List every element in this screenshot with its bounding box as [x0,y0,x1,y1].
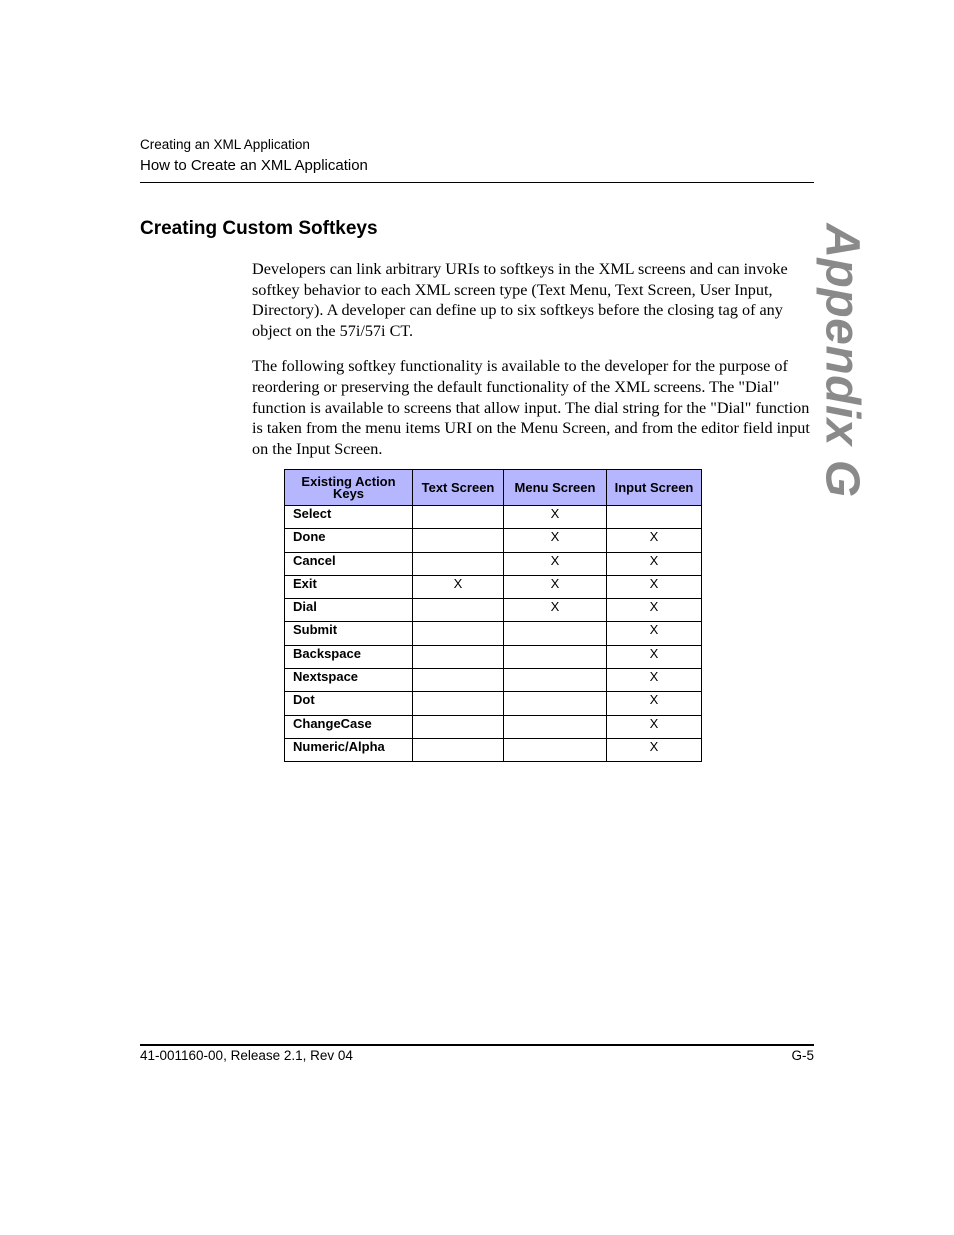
menu-screen-cell: X [504,575,607,598]
key-name-cell: Submit [285,622,413,645]
header-rule [140,182,814,183]
input-screen-cell: X [607,575,702,598]
key-name-cell: Cancel [285,552,413,575]
input-screen-cell: X [607,669,702,692]
menu-screen-cell [504,738,607,761]
text-screen-cell [413,715,504,738]
table-row [285,506,702,529]
table-row [285,529,702,552]
text-screen-cell: X [413,575,504,598]
menu-screen-cell [504,669,607,692]
softkey-table [284,469,702,762]
key-name-cell: Done [285,529,413,552]
footer-doc-id: 41-001160-00, Release 2.1, Rev 04 [140,1048,353,1063]
column-header-menu-screen: Menu Screen [504,470,607,506]
text-screen-cell [413,552,504,575]
input-screen-cell: X [607,529,702,552]
appendix-side-tab [812,222,872,498]
key-name-cell: ChangeCase [285,715,413,738]
footer-page-number: G-5 [791,1048,814,1063]
menu-screen-cell [504,622,607,645]
text-screen-cell [413,669,504,692]
footer-rule [140,1044,814,1046]
appendix-label: Appendix G [815,222,869,498]
menu-screen-cell: X [504,506,607,529]
menu-screen-cell [504,715,607,738]
table-row [285,552,702,575]
table-row [285,669,702,692]
text-screen-cell [413,529,504,552]
table-row [285,738,702,761]
table-row [285,622,702,645]
menu-screen-cell: X [504,529,607,552]
key-name-cell: Backspace [285,645,413,668]
input-screen-cell: X [607,692,702,715]
text-screen-cell [413,622,504,645]
running-header-section: How to Create an XML Application [140,157,368,174]
text-screen-cell [413,692,504,715]
table-row [285,599,702,622]
key-name-cell: Dot [285,692,413,715]
text-screen-cell [413,645,504,668]
key-name-cell: Dial [285,599,413,622]
menu-screen-cell [504,645,607,668]
key-name-cell: Select [285,506,413,529]
key-name-cell: Numeric/Alpha [285,738,413,761]
running-header-chapter: Creating an XML Application [140,137,310,152]
column-header-text-screen: Text Screen [413,470,504,506]
table-row [285,575,702,598]
text-screen-cell [413,599,504,622]
table-row [285,645,702,668]
table-header-row [285,470,702,506]
text-screen-cell [413,738,504,761]
input-screen-cell: X [607,599,702,622]
menu-screen-cell [504,692,607,715]
body-text [252,259,812,474]
key-name-cell: Exit [285,575,413,598]
input-screen-cell: X [607,645,702,668]
input-screen-cell: X [607,622,702,645]
table-body [285,506,702,762]
column-header-action-keys: Existing Action Keys [285,470,413,506]
menu-screen-cell: X [504,599,607,622]
menu-screen-cell: X [504,552,607,575]
column-header-input-screen: Input Screen [607,470,702,506]
input-screen-cell: X [607,738,702,761]
section-title: Creating Custom Softkeys [140,218,378,239]
input-screen-cell: X [607,715,702,738]
paragraph-functionality: The following softkey functionality is available to the developer for the purpose of reordering or preserving the default functionality of the XML screens. The "Dial" function is available to screens that allow input. The dial string for the "Dial" function is taken from the menu items URI on the Menu Screen, and from the editor field input on the Input Screen. [252,357,810,458]
paragraph-intro: Developers can link arbitrary URIs to softkeys in the XML screens and can invoke softkey behavior to each XML screen type (Text Menu, Text Screen, User Input, Directory). A developer can define up to six softkeys before the closing tag of any object on the 57i/57i CT. [252,260,788,340]
table-row [285,692,702,715]
text-screen-cell [413,506,504,529]
key-name-cell: Nextspace [285,669,413,692]
input-screen-cell: X [607,552,702,575]
table-row [285,715,702,738]
input-screen-cell [607,506,702,529]
